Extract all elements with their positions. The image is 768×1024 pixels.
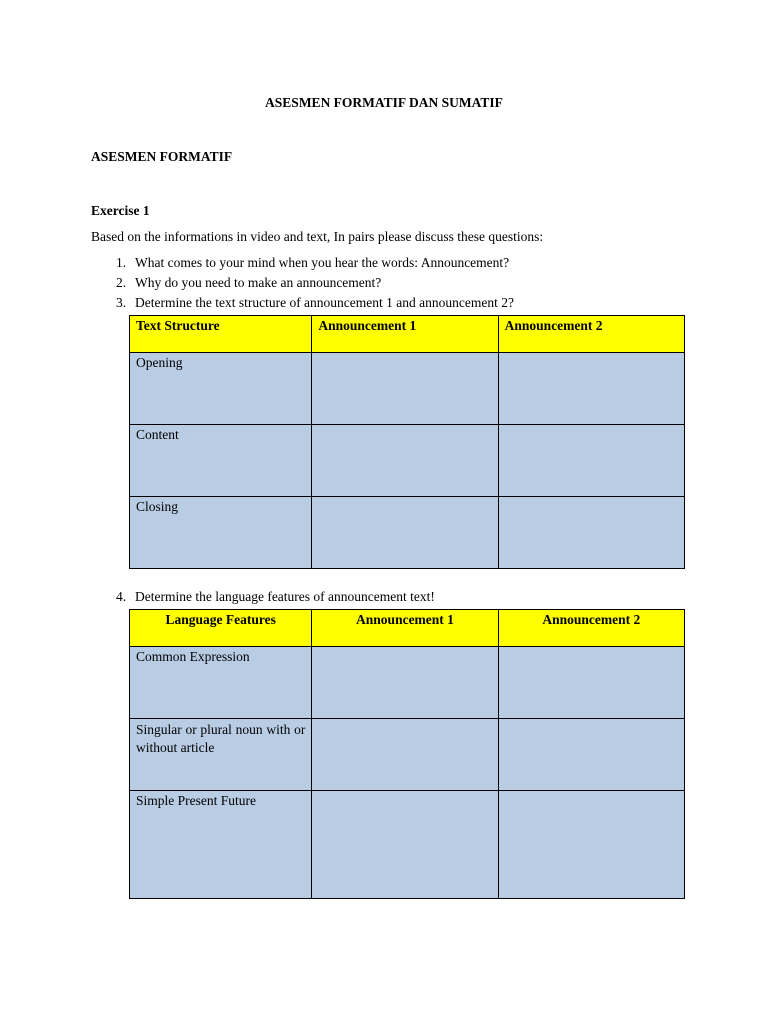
- question-number: 1.: [116, 255, 127, 270]
- table-row: [130, 647, 685, 719]
- table-row: [130, 353, 685, 425]
- answer-cell[interactable]: [312, 647, 498, 719]
- question-item: [116, 295, 514, 311]
- question-item: [116, 255, 509, 271]
- answer-cell[interactable]: [312, 497, 498, 569]
- answer-cell[interactable]: [498, 719, 684, 791]
- row-label-cell: Simple Present Future: [130, 791, 312, 899]
- header-cell-language-features: Language Features: [130, 610, 312, 647]
- row-label-cell: Closing: [130, 497, 312, 569]
- answer-cell[interactable]: [498, 353, 684, 425]
- question-item: [116, 275, 381, 291]
- row-label-cell: Content: [130, 425, 312, 497]
- table-header-row: [130, 610, 685, 647]
- answer-cell[interactable]: [312, 791, 498, 899]
- table-row: [130, 791, 685, 899]
- question-number: 2.: [116, 275, 127, 290]
- table-row: [130, 719, 685, 791]
- header-cell-announcement-1: Announcement 1: [312, 610, 498, 647]
- table-row: [130, 425, 685, 497]
- language-features-table: [129, 609, 685, 899]
- header-cell-announcement-1: Announcement 1: [312, 316, 498, 353]
- answer-cell[interactable]: [498, 791, 684, 899]
- question-number: 4.: [116, 589, 127, 604]
- question-number: 3.: [116, 295, 127, 310]
- text-structure-table: [129, 315, 685, 569]
- table-row: [130, 497, 685, 569]
- answer-cell[interactable]: [312, 719, 498, 791]
- answer-cell[interactable]: [312, 353, 498, 425]
- question-text: Determine the language features of announcement text!: [135, 589, 435, 604]
- instruction-text: Based on the informations in video and text, In pairs please discuss these questions:: [91, 229, 544, 244]
- exercise-heading: Exercise 1: [91, 203, 150, 218]
- answer-cell[interactable]: [498, 497, 684, 569]
- question-item: [116, 589, 435, 605]
- row-label-cell: Opening: [130, 353, 312, 425]
- answer-cell[interactable]: [312, 425, 498, 497]
- document-title: ASESMEN FORMATIF DAN SUMATIF: [265, 95, 503, 110]
- table-header-row: [130, 316, 685, 353]
- question-text: Determine the text structure of announcement 1 and announcement 2?: [135, 295, 514, 310]
- answer-cell[interactable]: [498, 647, 684, 719]
- question-text: Why do you need to make an announcement?: [135, 275, 382, 290]
- row-label-cell: Common Expression: [130, 647, 312, 719]
- question-text: What comes to your mind when you hear the words: Announcement?: [135, 255, 510, 270]
- row-label-cell: Singular or plural noun with or without article: [130, 719, 312, 791]
- section-heading: ASESMEN FORMATIF: [91, 149, 233, 164]
- header-cell-announcement-2: Announcement 2: [498, 610, 684, 647]
- header-cell-text-structure: Text Structure: [130, 316, 312, 353]
- header-cell-announcement-2: Announcement 2: [498, 316, 684, 353]
- answer-cell[interactable]: [498, 425, 684, 497]
